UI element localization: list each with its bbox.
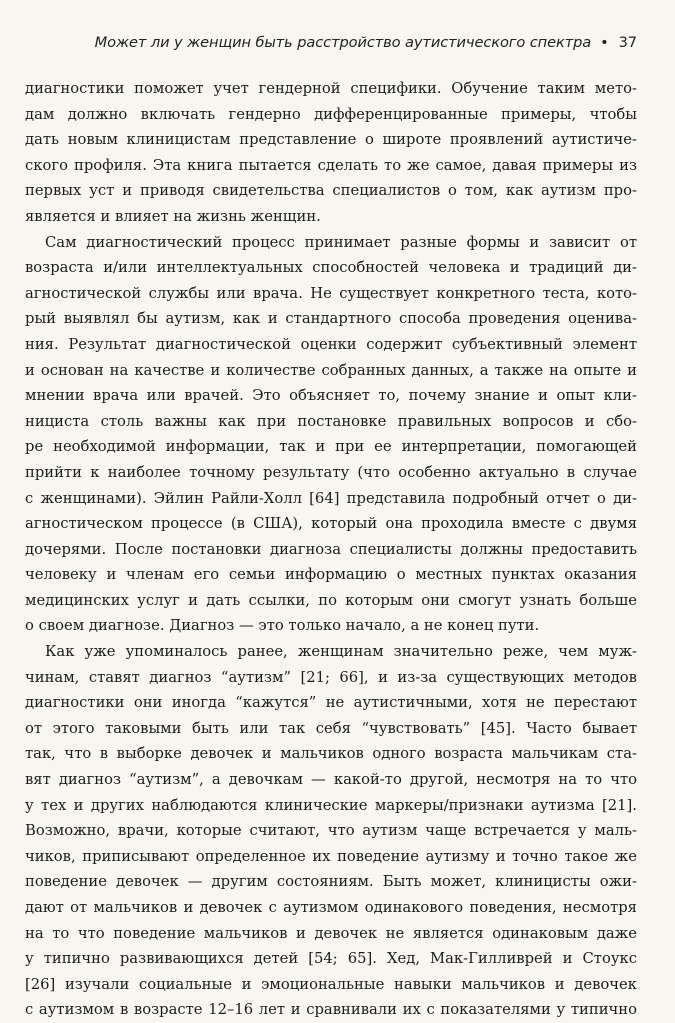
text-line: с женщинами). Эйлин Райли-Холл [64] представила подробный отчет о ди- — [25, 489, 637, 507]
running-header — [0, 34, 637, 51]
text-line: первых уст и приводя свидетельства специалистов о том, как аутизм про- — [25, 182, 637, 200]
text-line: человеку и членам его семьи информацию о местных пунктах оказания — [25, 566, 637, 584]
text-line: с аутизмом в возрасте 12–16 лет и сравнивали их с показателями у типично — [25, 1001, 637, 1019]
text-line: поведение девочек — другим состояниям. Быть может, клиницисты ожи- — [25, 873, 637, 891]
text-line: Сам диагностический процесс принимает разные формы и зависит от — [45, 233, 637, 251]
paragraph-3 — [25, 639, 637, 1023]
page-number: 37 — [618, 34, 637, 51]
text-line: Возможно, врачи, которые считают, что аутизм чаще встречается у маль- — [25, 822, 637, 840]
text-line: так, что в выборке девочек и мальчиков одного возраста мальчикам ста- — [25, 745, 637, 763]
body-text — [25, 76, 637, 1023]
text-line: дают от мальчиков и девочек с аутизмом одинакового поведения, несмотря — [25, 899, 637, 916]
paragraph-2 — [25, 230, 637, 640]
text-line: диагностики поможет учет гендерной специфики. Обучение таким мето- — [25, 80, 637, 97]
text-line: на то что поведение мальчиков и девочек не является одинаковым даже — [25, 924, 637, 942]
text-line: ния. Результат диагностической оценки содержит субъективный элемент — [25, 335, 637, 353]
text-line: прийти к наиболее точному результату (что особенно актуально в случае — [25, 463, 637, 481]
text-line: вят диагноз “аутизм”, а девочкам — какой-то другой, несмотря на то что — [25, 771, 637, 789]
text-line: [26] изучали социальные и эмоциональные навыки мальчиков и девочек — [25, 975, 637, 993]
text-line: дочерями. После постановки диагноза специалисты должны предоставить — [25, 540, 637, 558]
text-line: чинам, ставят диагноз “аутизм” [21; 66], и из-за существующих методов — [25, 668, 637, 686]
text-line: чиков, приписывают определенное их поведение аутизму и точно такое же — [25, 847, 637, 865]
text-line: от этого таковыми быть или так себя “чувствовать” [45]. Часто бывает — [25, 719, 637, 737]
text-line: ского профиля. Эта книга пытается сделать то же самое, давая примеры из — [25, 156, 637, 174]
paragraph-1 — [25, 76, 637, 230]
text-line: у тех и других наблюдаются клинические маркеры/признаки аутизма [21]. — [25, 796, 637, 814]
text-line: ре необходимой информации, так и при ее интерпретации, помогающей — [25, 438, 637, 456]
text-line: агностическом процессе (в США), который она проходила вместе с двумя — [25, 515, 637, 533]
text-line: диагностики они иногда “кажутся” не аутистичными, хотя не перестают — [25, 694, 637, 712]
text-line: Как уже упоминалось ранее, женщинам значительно реже, чем муж- — [45, 643, 637, 661]
text-line: нициста столь важны как при постановке правильных вопросов и сбо- — [25, 412, 637, 430]
chapter-title: Может ли у женщин быть расстройство аутистического спектра — [94, 34, 592, 51]
text-line: о своем диагнозе. Диагноз — это только начало, а не конец пути. — [25, 617, 540, 635]
text-line: и основан на качестве и количестве собранных данных, а также на опыте и — [25, 361, 637, 379]
text-line: рый выявлял бы аутизм, как и стандартного способа проведения оценива- — [25, 310, 637, 328]
text-line: агностической службы или врача. Не существует конкретного теста, кото- — [25, 284, 637, 302]
text-line: возраста и/или интеллектуальных способностей человека и традиций ди- — [25, 259, 637, 277]
text-line: дать новым клиницистам представление о широте проявлений аутистиче- — [25, 131, 637, 149]
text-line: является и влияет на жизнь женщин. — [25, 207, 321, 225]
text-line: мнении врача или врачей. Это объясняет то, почему знание и опыт кли- — [25, 387, 637, 405]
text-line: у типично развивающихся детей [54; 65]. Хед, Мак-Гилливрей и Стоукс — [25, 950, 637, 968]
text-line: дам должно включать гендерно дифференцированные примеры, чтобы — [25, 105, 637, 123]
text-line: медицинских услуг и дать ссылки, по которым они смогут узнать больше — [25, 591, 637, 609]
header-bullet: • — [600, 34, 609, 51]
